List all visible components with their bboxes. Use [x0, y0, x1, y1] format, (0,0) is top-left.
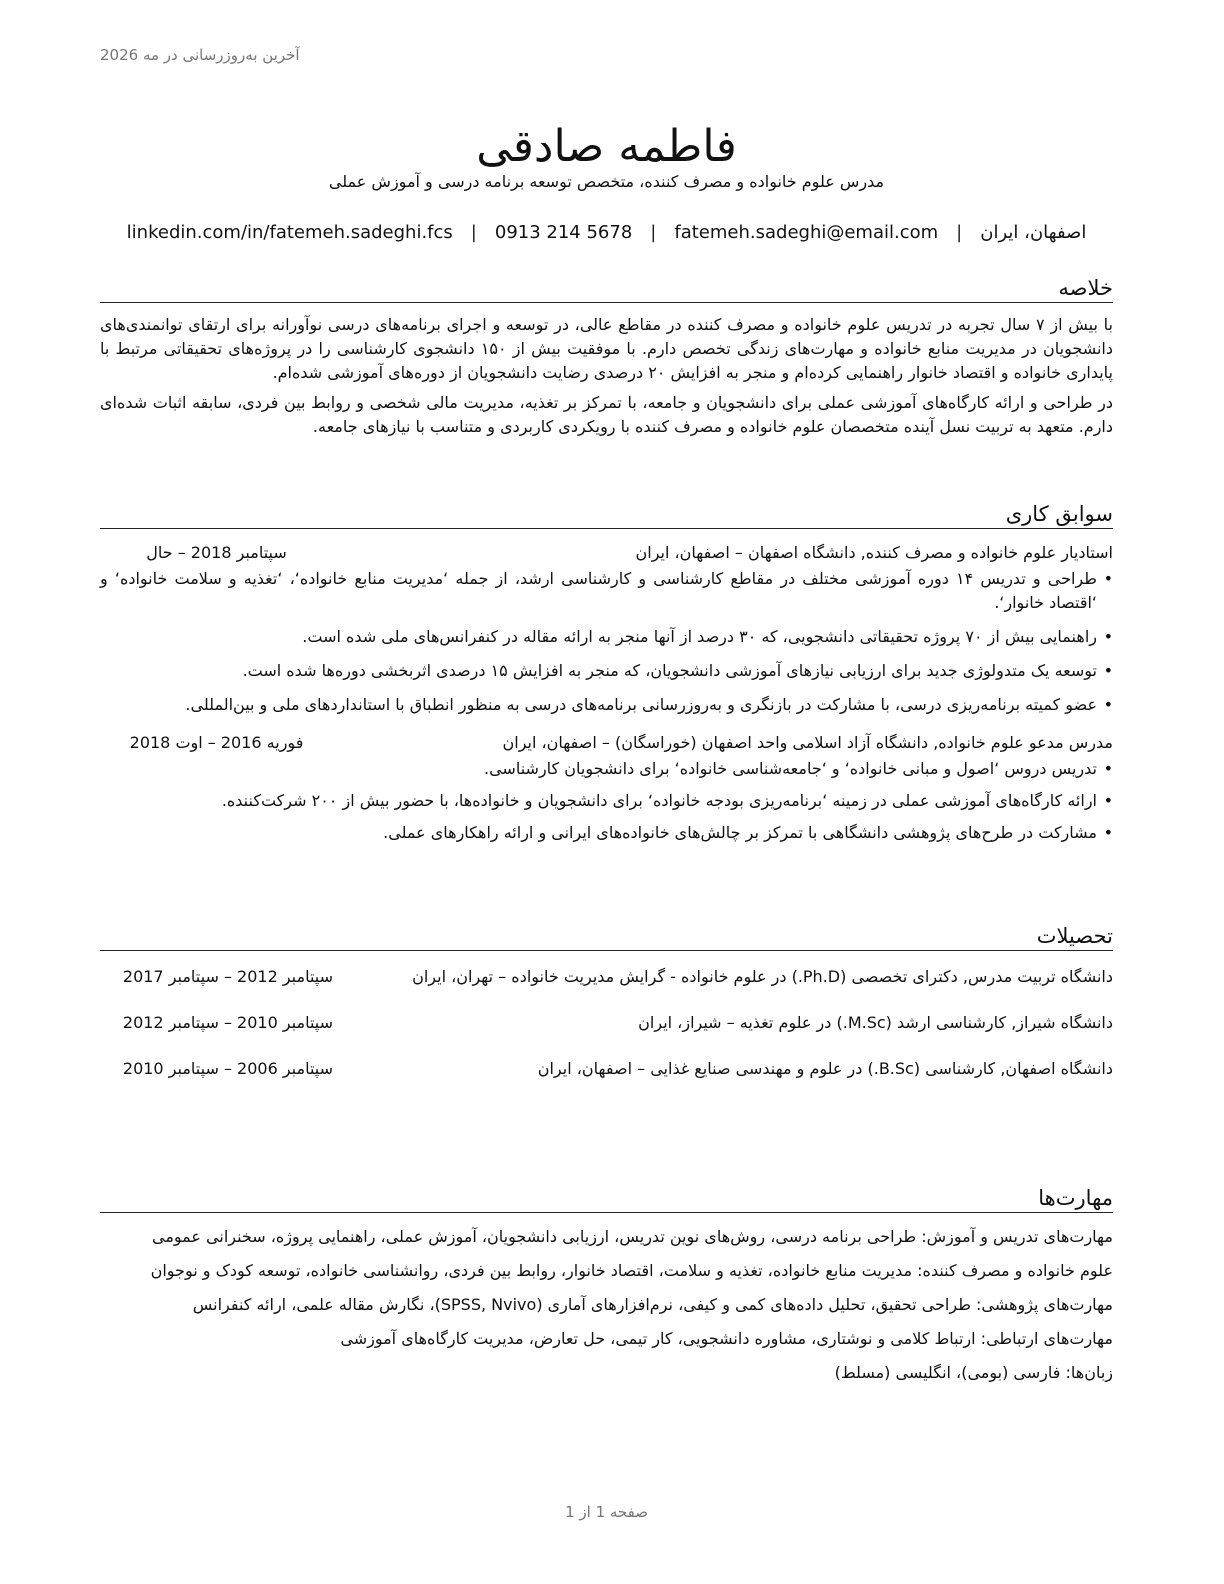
education-entry [100, 1057, 1113, 1081]
bullet-item: • تدریس دروس ‘اصول و مبانی خانواده‘ و ‘جامعه‌شناسی خانواده‘ برای دانشجویان کارشناسی. [484, 759, 1113, 778]
education-degree: دانشگاه اصفهان, کارشناسی (B.Sc.) در علوم و مهندسی صنایع غذایی – اصفهان، ایران [537, 1059, 1113, 1078]
education-degree: دانشگاه تربیت مدرس, دکترای تخصصی (Ph.D.) در علوم خانواده - گرایش مدیریت خانواده – تهران، ایران [412, 967, 1113, 986]
education-date: سپتامبر 2006 – سپتامبر 2010 [122, 1059, 333, 1078]
education-date: سپتامبر 2012 – سپتامبر 2017 [122, 967, 333, 986]
job-header [100, 731, 1113, 755]
job-date: سپتامبر 2018 – حال [146, 543, 287, 562]
bullet-item: • عضو کمیته برنامه‌ریزی درسی، با مشارکت در بازنگری و به‌روزرسانی برنامه‌های درسی به منظور انطباق با استانداردهای ملی و بین‌المللی. [185, 695, 1113, 714]
education-entry [100, 1011, 1113, 1035]
job-bullets [100, 567, 1113, 717]
experience-section [100, 502, 1113, 853]
candidate-tagline: مدرس علوم خانواده و مصرف کننده، متخصص توسعه برنامه درسی و آموزش عملی [328, 172, 885, 191]
separator: | [650, 222, 657, 243]
resume-page [100, 0, 1113, 1584]
education-section [100, 924, 1113, 1081]
education-entry [100, 965, 1113, 989]
job-entry [100, 731, 1113, 845]
skill-line: زبان‌ها: فارسی (بومی)، انگلیسی (مسلط) [834, 1363, 1113, 1382]
job-bullets [100, 757, 1113, 845]
bullet-item: • توسعه یک متدولوژی جدید برای ارزیابی نیازهای آموزشی دانشجویان، که منجر به افزایش ۱۵ درصدی اثربخشی دوره‌ها شده است. [242, 661, 1113, 680]
last-updated: آخرین به‌روزرسانی در مه 2026 [100, 46, 300, 64]
summary-paragraph: در طراحی و ارائه کارگاه‌های آموزشی عملی برای دانشجویان و جامعه، با تمرکز بر تغذیه، مدیریت مالی شخصی و روابط بین فردی، سابقه اثبات شده‌ای دارم. متعهد به تربیت نسل آینده متخصصان علوم خانواده و مصرف کننده با رویکردی کاربردی و متناسب با نیازهای جامعه. [100, 393, 1113, 436]
education-degree: دانشگاه شیراز, کارشناسی ارشد (M.Sc.) در علوم تغذیه – شیراز، ایران [638, 1013, 1113, 1032]
education-date: سپتامبر 2010 – سپتامبر 2012 [122, 1013, 333, 1032]
candidate-name: فاطمه صادقی [476, 121, 737, 173]
bullet-item: • طراحی و تدریس ۱۴ دوره آموزشی مختلف در مقاطع کارشناسی و کارشناسی ارشد، از جمله ‘مدیریت منابع خانواده‘، ‘تغذیه و سلامت خانواده‘ و ‘اقتصاد خانوار‘. [100, 569, 1113, 612]
skill-line: مهارت‌های پژوهشی: طراحی تحقیق، تحلیل داده‌های کمی و کیفی، نرم‌افزارهای آماری (SPSS, Nvivo)، نگارش مقاله علمی، ارائه کنفرانس [192, 1295, 1113, 1314]
job-role: استادیار علوم خانواده و مصرف کننده, دانشگاه اصفهان – اصفهان، ایران [635, 543, 1113, 562]
skill-line: مهارت‌های ارتباطی: ارتباط کلامی و نوشتاری، مشاوره دانشجویی، کار تیمی، حل تعارض، مدیریت کارگاه‌های آموزشی [340, 1329, 1113, 1348]
job-header [100, 541, 1113, 565]
bullet-item: • راهنمایی بیش از ۷۰ پروژه تحقیقاتی دانشجویی، که ۳۰ درصد از آنها منجر به ارائه مقاله در کنفرانس‌های ملی شده است. [302, 627, 1113, 646]
separator: | [470, 222, 477, 243]
linkedin-link[interactable]: linkedin.com/in/fatemeh.sadeghi.fcs [126, 222, 453, 243]
section-title-summary: خلاصه [100, 276, 1113, 303]
job-entry [100, 541, 1113, 717]
section-title-skills: مهارت‌ها [100, 1186, 1113, 1213]
job-role: مدرس مدعو علوم خانواده, دانشگاه آزاد اسلامی واحد اصفهان (خوراسگان) – اصفهان، ایران [502, 733, 1113, 752]
phone-number[interactable]: 0913 214 5678 [494, 222, 633, 243]
skill-line: مهارت‌های تدریس و آموزش: طراحی برنامه درسی، روش‌های نوین تدریس، ارزیابی دانشجویان، آموزش عملی، راهنمایی پروژه، سخنرانی عمومی [151, 1227, 1113, 1246]
bullet-item: • ارائه کارگاه‌های آموزشی عملی در زمینه ‘برنامه‌ریزی بودجه خانواده‘ برای دانشجویان و خانواده‌ها، با حضور بیش از ۲۰۰ شرکت‌کننده. [221, 791, 1113, 810]
location: اصفهان، ایران [980, 222, 1087, 243]
section-title-experience: سوابق کاری [100, 502, 1113, 529]
separator: | [956, 222, 963, 243]
page-number: صفحه 1 از 1 [565, 1503, 648, 1521]
email-link[interactable]: fatemeh.sadeghi@email.com [674, 222, 939, 243]
summary-section [100, 276, 1113, 439]
job-date: فوریه 2016 – اوت 2018 [129, 733, 304, 752]
summary-paragraph: با بیش از ۷ سال تجربه در تدریس علوم خانواده و مصرف کننده در مقاطع عالی، در توسعه و اجرای برنامه‌های درسی نوآورانه برای ارتقای توانمندی‌های دانشجویان در مدیریت منابع خانواده و مهارت‌های زندگی تخصص دارم. با موفقیت بیش از ۱۵۰ دانشجوی کارشناسی را در پروژه‌های تحقیقاتی مرتبط با پایداری خانواده و اقتصاد خانوار راهنمایی کرده‌ام و منجر به افزایش ۲۰ درصدی رضایت دانشجویان از دوره‌های آموزشی شده‌ام. [100, 315, 1114, 382]
skill-line: علوم خانواده و مصرف کننده: مدیریت منابع خانواده، تغذیه و سلامت، اقتصاد خانوار، روابط بین فردی، روانشناسی خانواده، توسعه کودک و نوجوان [150, 1261, 1113, 1280]
contact-line [100, 222, 1113, 243]
section-title-education: تحصیلات [100, 924, 1113, 951]
skills-section [100, 1186, 1113, 1385]
bullet-item: • مشارکت در طرح‌های پژوهشی دانشگاهی با تمرکز بر چالش‌های خانواده‌های ایرانی و ارائه راهکارهای عملی. [383, 823, 1113, 842]
